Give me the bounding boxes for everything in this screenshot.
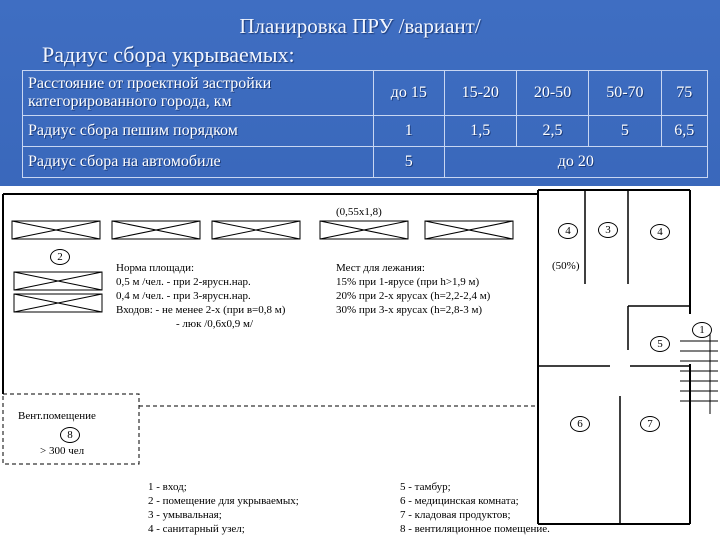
marker-2: 2 xyxy=(50,249,70,265)
table-cell: 50-70 xyxy=(589,71,661,116)
norms-line: 0,4 м /чел. - при 3-ярусн.нар. xyxy=(116,290,251,302)
seats-title: Мест для лежания: xyxy=(336,262,425,274)
table-cell: 5 xyxy=(589,116,661,147)
table-cell: 5 xyxy=(374,147,445,178)
table-cell: 15-20 xyxy=(444,71,516,116)
norms-line: Входов: - не менее 2-х (при в=0,8 м) xyxy=(116,304,286,316)
norms-line: - люк /0,6х0,9 м/ xyxy=(176,318,254,330)
legend-item: 1 - вход; xyxy=(148,481,187,493)
legend-item: 2 - помещение для укрываемых; xyxy=(148,495,299,507)
table-cell: до 15 xyxy=(374,71,445,116)
marker-4: 4 xyxy=(558,223,578,239)
marker-5: 5 xyxy=(650,336,670,352)
legend-item: 6 - медицинская комната; xyxy=(400,495,519,507)
seats-line: 20% при 2-х ярусах (h=2,2-2,4 м) xyxy=(336,290,491,302)
row-label: Радиус сбора пешим порядком xyxy=(23,116,374,147)
table-cell: 6,5 xyxy=(661,116,707,147)
dimension-label: (0,55х1,8) xyxy=(336,206,382,218)
floor-plan xyxy=(0,186,720,540)
table-cell: 75 xyxy=(661,71,707,116)
table-cell: до 20 xyxy=(444,147,707,178)
row-label: Расстояние от проектной застройки категорированного города, км xyxy=(23,71,374,116)
vent-capacity: > 300 чел xyxy=(40,445,85,457)
legend-item: 7 - кладовая продуктов; xyxy=(400,509,511,521)
radius-table xyxy=(22,70,708,178)
marker-1: 1 xyxy=(692,322,712,338)
norms-line: 0,5 м /чел. - при 2-ярусн.нар. xyxy=(116,276,251,288)
row-label: Радиус сбора на автомобиле xyxy=(23,147,374,178)
seats-line: 30% при 3-х ярусах (h=2,8-3 м) xyxy=(336,304,483,316)
table-cell: 1 xyxy=(374,116,445,147)
legend-item: 5 - тамбур; xyxy=(400,481,451,493)
table-row xyxy=(23,116,708,147)
page-title: Планировка ПРУ /вариант/ xyxy=(239,14,481,38)
legend-item: 8 - вентиляционное помещение. xyxy=(400,523,550,535)
page-subtitle: Радиус сбора укрываемых: xyxy=(42,42,295,67)
floor-plan-drawing xyxy=(0,186,720,540)
marker-3: 3 xyxy=(598,222,618,238)
marker-8: 8 xyxy=(60,427,80,443)
vent-room-label: Вент.помещение xyxy=(18,410,96,422)
legend-item: 4 - санитарный узел; xyxy=(148,523,245,535)
table-row xyxy=(23,147,708,178)
seats-line: 15% при 1-ярусе (при h>1,9 м) xyxy=(336,276,480,288)
table-cell: 1,5 xyxy=(444,116,516,147)
marker-7: 7 xyxy=(640,416,660,432)
legend-item: 3 - умывальная; xyxy=(148,509,222,521)
table-cell: 2,5 xyxy=(516,116,588,147)
marker-6: 6 xyxy=(570,416,590,432)
table-row xyxy=(23,71,708,116)
table-cell: 20-50 xyxy=(516,71,588,116)
norms-title: Норма площади: xyxy=(116,262,195,274)
percent-note: (50%) xyxy=(552,260,580,272)
marker-4b: 4 xyxy=(650,224,670,240)
